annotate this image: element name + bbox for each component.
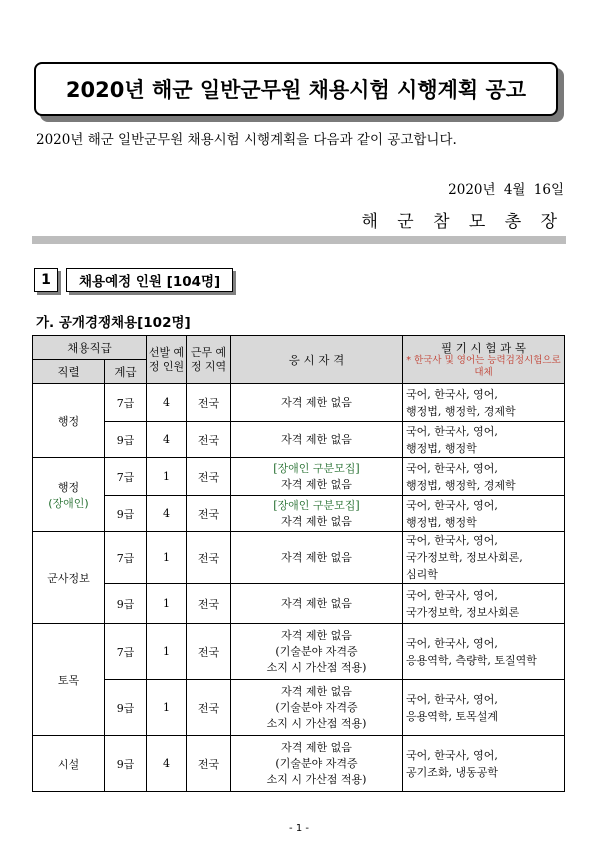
subject-line: 행정법, 행정학: [406, 441, 477, 455]
qualification-cell: [231, 458, 403, 496]
region-cell: 전국: [187, 736, 231, 792]
issuer: 해 군 참 모 총 장: [361, 212, 564, 232]
subject-line: 국어, 한국사, 영어,: [406, 498, 498, 512]
job-sub: (장애인): [48, 496, 89, 510]
subjects-cell: [403, 422, 565, 458]
qualification-cell: [231, 532, 403, 584]
subject-line: 국어, 한국사, 영어,: [406, 424, 498, 438]
qualification-line: 자격 제한 없음: [281, 514, 352, 528]
qualification-line: 소지 시 가산점 적용): [266, 660, 367, 674]
qualification-line: 자격 제한 없음: [281, 477, 352, 491]
grade-cell: 9급: [105, 680, 147, 736]
header-job: 직렬: [33, 360, 105, 384]
subject-line: 행정법, 행정학, 경제학: [406, 404, 516, 418]
header-qual: 응 시 자 격: [231, 336, 403, 384]
qualification-line: 자격 제한 없음: [281, 395, 352, 409]
subject-line: 행정법, 행정학, 경제학: [406, 478, 516, 492]
grade-cell: 9급: [105, 496, 147, 532]
header-subjects-note: * 한국사 및 영어는 능력검정시험으로 대체: [406, 354, 561, 378]
table-row: [33, 736, 565, 792]
job-cell: [33, 624, 105, 736]
count-cell: 1: [147, 584, 187, 624]
header-count: 선발 예정 인원: [147, 336, 187, 384]
subject-line: 공기조화, 냉동공학: [406, 765, 499, 779]
region-cell: 전국: [187, 496, 231, 532]
count-cell: 4: [147, 422, 187, 458]
table-row: [33, 384, 565, 422]
grade-cell: 7급: [105, 532, 147, 584]
subject-line: 행정법, 행정학: [406, 515, 477, 529]
qualification-line: 자격 제한 없음: [281, 684, 352, 698]
subject-line: 국어, 한국사, 영어,: [406, 461, 498, 475]
qualification-line: (기술분야 자격증: [275, 644, 358, 658]
table-row: [33, 584, 565, 624]
subject-line: 국어, 한국사, 영어,: [406, 387, 498, 401]
table-row: [33, 458, 565, 496]
region-cell: 전국: [187, 532, 231, 584]
qualification-cell: [231, 584, 403, 624]
job-name: 군사정보: [47, 571, 90, 585]
table-row: [33, 496, 565, 532]
job-cell: [33, 532, 105, 624]
subject-line: 응용역학, 측량학, 토질역학: [406, 653, 537, 667]
region-cell: 전국: [187, 422, 231, 458]
subject-line: 국가정보학, 정보사회론,: [406, 551, 523, 564]
grade-cell: 9급: [105, 736, 147, 792]
qualification-tag: [장애인 구분모집]: [273, 498, 360, 512]
job-name: 시설: [57, 757, 80, 771]
grade-cell: 7급: [105, 384, 147, 422]
qualification-cell: [231, 496, 403, 532]
count-cell: 1: [147, 458, 187, 496]
count-cell: 1: [147, 680, 187, 736]
table-row: [33, 624, 565, 680]
job-name: 행정: [57, 480, 80, 494]
job-cell: [33, 384, 105, 458]
table-row: [33, 422, 565, 458]
region-cell: 전국: [187, 624, 231, 680]
subject-line: 국가정보학, 정보사회론: [406, 605, 520, 619]
header-grade: 계급: [105, 360, 147, 384]
region-cell: 전국: [187, 384, 231, 422]
grade-cell: 9급: [105, 584, 147, 624]
subsection-title: 가. 공개경쟁채용[102명]: [36, 315, 191, 331]
section-title: 채용예정 인원 [104명]: [66, 268, 233, 292]
qualification-line: (기술분야 자격증: [275, 756, 358, 770]
region-cell: 전국: [187, 458, 231, 496]
notice-title: 2020년 해군 일반군무원 채용시험 시행계획 공고: [34, 62, 558, 116]
subjects-cell: [403, 584, 565, 624]
subject-line: 국어, 한국사, 영어,: [406, 692, 498, 706]
count-cell: 1: [147, 624, 187, 680]
subject-line: 국어, 한국사, 영어,: [406, 534, 498, 547]
qualification-line: 소지 시 가산점 적용): [266, 716, 367, 730]
job-name: 토목: [57, 673, 80, 687]
header-subjects: [403, 336, 565, 384]
subjects-cell: [403, 680, 565, 736]
count-cell: 4: [147, 384, 187, 422]
qualification-line: 자격 제한 없음: [281, 596, 352, 610]
region-cell: 전국: [187, 584, 231, 624]
header-group: 채용직급: [33, 336, 147, 360]
job-cell: [33, 736, 105, 792]
qualification-cell: [231, 384, 403, 422]
subject-line: 국어, 한국사, 영어,: [406, 588, 498, 602]
region-cell: 전국: [187, 680, 231, 736]
qualification-line: 자격 제한 없음: [281, 740, 352, 754]
section-number: 1: [34, 268, 58, 292]
subjects-cell: [403, 736, 565, 792]
subject-line: 국어, 한국사, 영어,: [406, 748, 498, 762]
count-cell: 4: [147, 496, 187, 532]
job-name: 행정: [57, 414, 80, 428]
subjects-cell: [403, 384, 565, 422]
qualification-line: 자격 제한 없음: [281, 432, 352, 446]
intro-text: 2020년 해군 일반군무원 채용시험 시행계획을 다음과 같이 공고합니다.: [36, 132, 457, 148]
qualification-line: 자격 제한 없음: [281, 628, 352, 642]
subject-line: 심리학: [406, 568, 438, 581]
qualification-cell: [231, 624, 403, 680]
subject-line: 응용역학, 토목설계: [406, 709, 499, 723]
count-cell: 1: [147, 532, 187, 584]
subjects-cell: [403, 532, 565, 584]
grade-cell: 7급: [105, 458, 147, 496]
qualification-line: 소지 시 가산점 적용): [266, 772, 367, 786]
divider-bar: [32, 236, 566, 244]
qualification-line: 자격 제한 없음: [281, 550, 352, 564]
page-number: - 1 -: [289, 823, 309, 834]
header-subjects-label: 필 기 시 험 과 목: [441, 340, 526, 355]
count-cell: 4: [147, 736, 187, 792]
header-region: 근무 예정 지역: [187, 336, 231, 384]
qualification-cell: [231, 680, 403, 736]
subject-line: 국어, 한국사, 영어,: [406, 636, 498, 650]
notice-date: 2020년 4월 16일: [448, 182, 564, 198]
table-row: [33, 680, 565, 736]
subjects-cell: [403, 624, 565, 680]
qualification-tag: [장애인 구분모집]: [273, 461, 360, 475]
table-row: [33, 532, 565, 584]
subjects-cell: [403, 458, 565, 496]
job-cell: [33, 458, 105, 532]
qualification-cell: [231, 736, 403, 792]
recruitment-table: [32, 335, 565, 792]
grade-cell: 9급: [105, 422, 147, 458]
subjects-cell: [403, 496, 565, 532]
qualification-cell: [231, 422, 403, 458]
grade-cell: 7급: [105, 624, 147, 680]
qualification-line: (기술분야 자격증: [275, 700, 358, 714]
